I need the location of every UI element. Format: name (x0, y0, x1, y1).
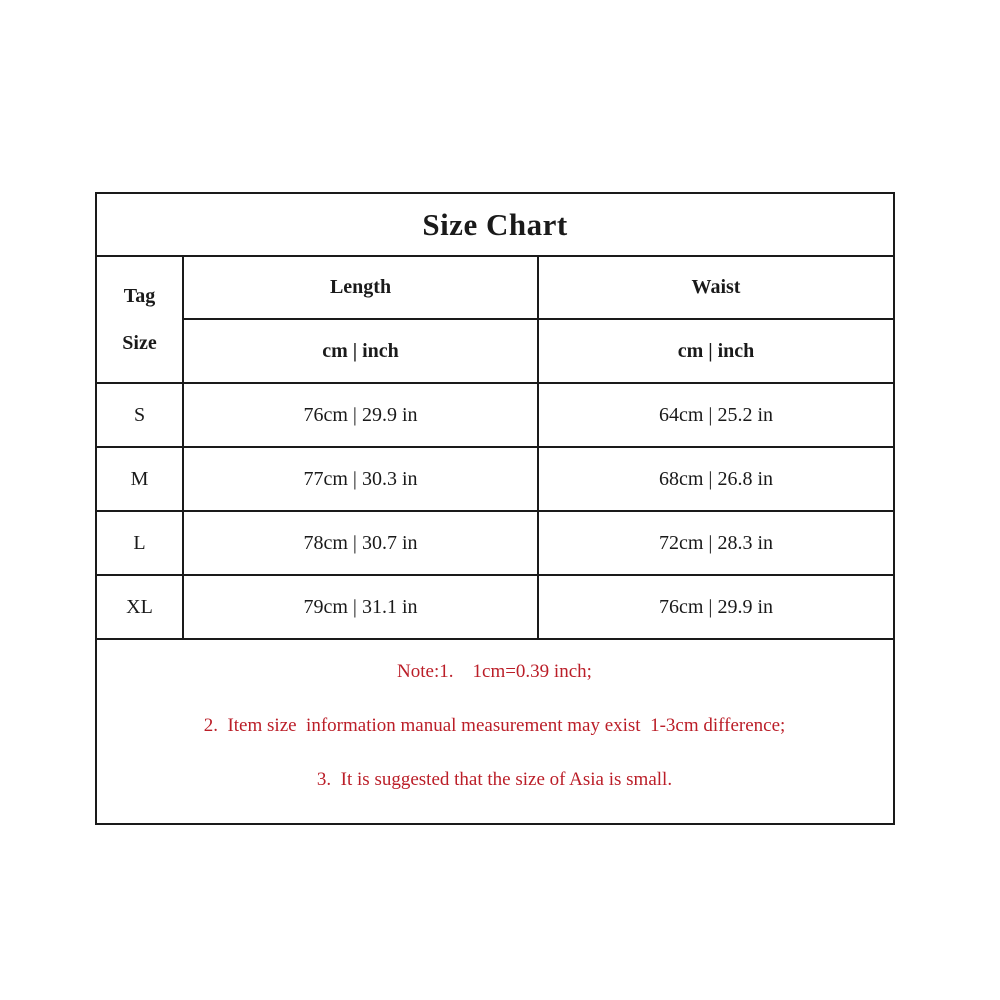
size-label-l: L (96, 511, 183, 575)
header-row-measures (96, 256, 894, 319)
waist-value-s: 64cm | 25.2 in (538, 383, 894, 447)
waist-unit-header: cm | inch (538, 319, 894, 383)
notes-row (96, 639, 894, 824)
tag-size-header-cell (96, 256, 183, 383)
size-chart-title: Size Chart (96, 193, 894, 256)
table-row-xl (96, 575, 894, 639)
header-row-units (96, 319, 894, 383)
notes-cell (96, 639, 894, 824)
length-column-header: Length (183, 256, 538, 319)
length-value-m: 77cm | 30.3 in (183, 447, 538, 511)
size-label-xl: XL (96, 575, 183, 639)
length-value-s: 76cm | 29.9 in (183, 383, 538, 447)
tag-header-line2: Size (122, 332, 157, 354)
size-label-s: S (96, 383, 183, 447)
length-value-l: 78cm | 30.7 in (183, 511, 538, 575)
size-label-m: M (96, 447, 183, 511)
waist-column-header: Waist (538, 256, 894, 319)
tag-header-line1: Tag (123, 285, 156, 307)
table-row-s (96, 383, 894, 447)
note-line-1: Note:1. 1cm=0.39 inch; (397, 660, 592, 682)
table-row-m (96, 447, 894, 511)
title-row (96, 193, 894, 256)
table-row-l (96, 511, 894, 575)
length-value-xl: 79cm | 31.1 in (183, 575, 538, 639)
note-line-3: 3. It is suggested that the size of Asia is small. (316, 768, 673, 790)
note-line-2: 2. Item size information manual measurement may exist 1-3cm difference; (203, 714, 786, 736)
length-unit-header: cm | inch (183, 319, 538, 383)
waist-value-l: 72cm | 28.3 in (538, 511, 894, 575)
waist-value-m: 68cm | 26.8 in (538, 447, 894, 511)
size-chart-table (95, 192, 895, 825)
waist-value-xl: 76cm | 29.9 in (538, 575, 894, 639)
